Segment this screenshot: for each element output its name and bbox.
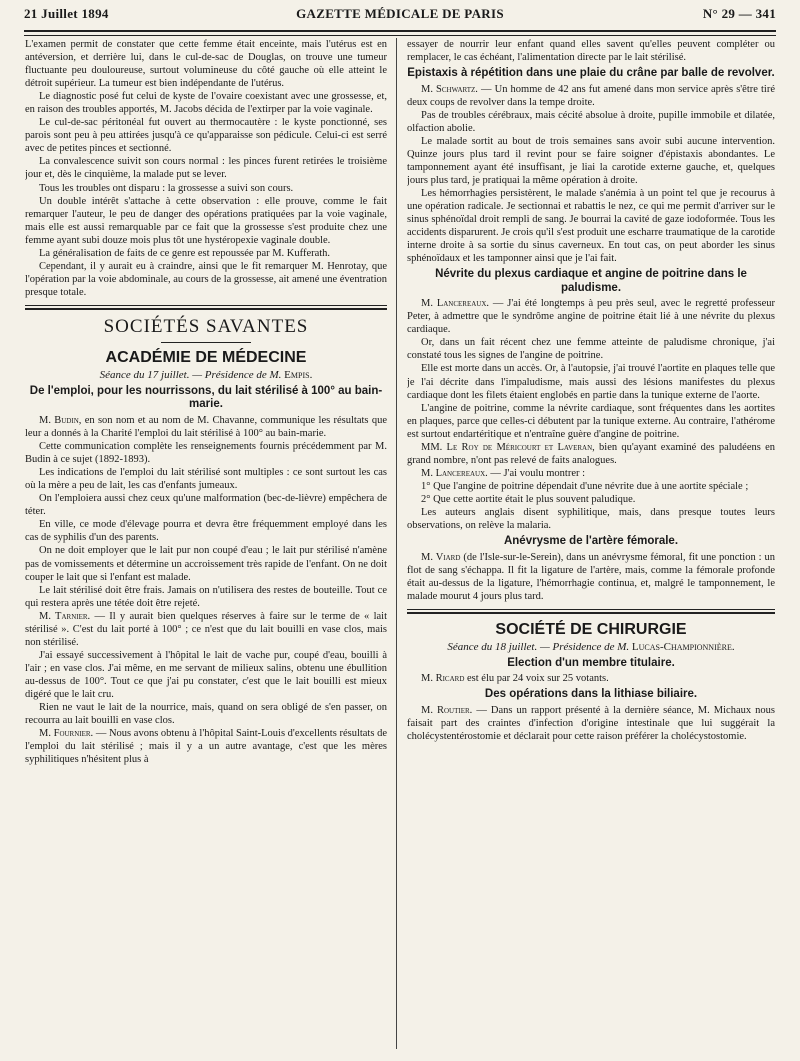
paragraph: La généralisation de faits de ce genre est repoussée par M. Kufferath.: [39, 247, 331, 259]
paragraph: Pas de troubles cérébraux, mais cécité absolue à droite, pupille immobile et dilatée, olfaction abolie.: [407, 109, 775, 134]
paragraph: Cependant, il y aurait eu à craindre, ainsi que le fit remarquer M. Henrotay, que l'opération par la voie abdominale, au cours de la grossesse, ait amené une éventration presque totale.: [25, 260, 387, 298]
section-rule: [407, 609, 775, 614]
page-header: [24, 6, 776, 26]
paragraph: Cette communication complète les renseignements fournis précédemment par M. Budin à ce sujet (1892-1893).: [25, 441, 387, 466]
paragraph: MM. Le Roy de Méricourt et Laveran, bien qu'ayant examiné des paludéens en grand nombre, n'ont pas relevé de faits analogues.: [407, 441, 775, 466]
article-title: Epistaxis à répétition dans une plaie du crâne par balle de revolver.: [407, 67, 775, 80]
paragraph: La convalescence suivit son cours normal : les pinces furent retirées le troisième jour et, dès le cinquième, la malade put se lever.: [25, 156, 387, 181]
paragraph: Un double intérêt s'attache à cette observation : elle prouve, comme le fait remarquer l'auteur, le peu de danger des opérations pratiquées par la voie vaginale, mais elle est aussi remarquable par ce fait que la grossesse s'est produite chez une femme ayant subi douze mois plus tôt une hystéropexie vaginale double.: [25, 195, 387, 246]
right-column: [407, 38, 775, 1053]
paragraph: essayer de nourrir leur enfant quand elles savent qu'elles peuvent compléter ou remplacer, le cas échéant, l'alimentation directe par le lait stérilisé.: [407, 39, 775, 64]
speaker-name: M. Viard: [421, 551, 461, 563]
paragraph: J'ai essayé successivement à l'hôpital le lait de vache pur, coupé d'eau, bouilli à l'air ; en vase clos. J'ai même, en me servant de milieux salins, obtenu une ébullition au-dessus de 100°. Tout ce que j'ai pu constater, c'est que le lait bouilli est mieux digéré que le lait cru.: [25, 649, 387, 700]
paragraph: Elle est morte dans un accès. Or, à l'autopsie, j'ai trouvé l'aortite en plaques telle que je l'ai décrite dans l'impaludisme, mais aussi des lésions manifestes du plexus cardiaque dont les filets étaient englobés en partie dans la tunique externe de l'aorte.: [407, 363, 775, 401]
speaker-name: M. Routier.: [421, 704, 473, 716]
header-journal-title: GAZETTE MÉDICALE DE PARIS: [296, 6, 504, 21]
paragraph: M. Schwartz. — Un homme de 42 ans fut amené dans mon service après s'être tiré deux coups de revolver dans la tempe droite.: [407, 83, 775, 108]
seance-text: Séance du 17 juillet. — Présidence de M.: [99, 368, 282, 381]
paragraph: Le lait stérilisé doit être frais. Jamais on n'utilisera des restes de bouteille. Tout ce qui restera après une tétée doit être rejeté.: [25, 584, 387, 609]
paragraph: Or, dans un fait récent chez une femme atteinte de paludisme chronique, j'ai constaté tous les signes de l'angine de poitrine.: [407, 337, 775, 362]
seance-line: [25, 369, 387, 382]
article-title: De l'emploi, pour les nourrissons, du lait stérilisé à 100° au bain-marie.: [29, 384, 383, 411]
speaker-name: M. Lancereaux.: [421, 298, 490, 310]
speaker-name: MM. Le Roy de Méricourt et Laveran,: [421, 441, 595, 453]
paragraph: Les hémorrhagies persistèrent, le malade s'anémia à un point tel que je recourus à une opération radicale. Je sectionnai et rabattis le nez, ce qui me permit d'arriver sur le sinus sphénoïdal droit rempli de sang. Je bourrai la cavité de gaze iodoformée. Tous les accidents disparurent. Je crois qu'il s'est produit une escharre traumatique de la carotide interne droite à sa sortie du sinus caverneux. En tout cas, on peut aborder les sinus sphénoïdaux et les tamponner ainsi que je l'ai fait.: [407, 187, 775, 265]
paragraph: Les auteurs anglais disent syphilitique, mais, dans presque toutes leurs observations, on relève la malaria.: [407, 507, 775, 532]
left-column: [25, 38, 387, 1053]
paragraph: M. Lancereaux. — J'ai été longtemps à peu près seul, avec le regretté professeur Peter, à admettre que le syndrôme angine de poitrine était lié à une névrite du plexus cardiaque.: [407, 298, 775, 336]
paragraph: M. Viard (de l'Isle-sur-le-Serein), dans un anévrysme fémoral, fit une ponction : un flot de sang s'échappa. Il fit la ligature de l'artère, mais, comme la fémorale profonde était au-dessus de la ligature, l'hémorrhagie continua, et, malgré le tamponnement, le malade mourut 4 jours plus tard.: [407, 551, 775, 602]
paragraph: M. Routier. — Dans un rapport présenté à la dernière séance, M. Michaux nous faisait part des craintes d'infection d'origine intestinale que lui suggérait la cholécystentérostomie et déclarait pour cette raison préférer la cholécystostomie.: [407, 704, 775, 742]
column-divider: [396, 38, 397, 1049]
seance-president: Empis.: [284, 368, 313, 381]
article-title: Des opérations dans la lithiase biliaire.: [484, 688, 698, 701]
seance-president: Lucas-Championnière.: [631, 640, 735, 653]
header-page-number: N° 29 — 341: [702, 6, 776, 21]
seance-text: Séance du 18 juillet. — Présidence de M.: [447, 640, 630, 653]
paragraph: M. Fournier. — Nous avons obtenu à l'hôpital Saint-Louis d'excellents résultats de l'emploi du lait stérilisé ; mais il y a un autre avantage, c'est que les mères syphilitiques n'hésitent plus à: [25, 728, 387, 766]
list-item: 2° Que cette aortite était le plus souvent paludique.: [421, 493, 636, 505]
header-rule: [24, 30, 776, 36]
list-item: 1° Que l'angine de poitrine dépendait d'une névrite due à une aortite spéciale ;: [421, 480, 749, 492]
paragraph: Le cul-de-sac péritonéal fut ouvert au thermocautère : le kyste ponctionné, ses parois sont peu à peu attirées jusqu'à ce qu'apparaisse son pédicule. Celui-ci est serré avec de petites pinces et sectionné.: [25, 117, 387, 155]
paragraph: Tous les troubles ont disparu : la grossesse a suivi son cours.: [39, 182, 294, 194]
paragraph: On l'emploiera aussi chez ceux qu'une malformation (bec-de-lièvre) empêchera de téter.: [25, 493, 387, 518]
paragraph: En ville, ce mode d'élevage pourra et devra être fréquemment employé dans les cas de syphilis d'un des parents.: [25, 519, 387, 544]
article-title: Anévrysme de l'artère fémorale.: [503, 535, 679, 548]
paragraph: Rien ne vaut le lait de la nourrice, mais, quand on sera obligé de s'en passer, on recourra au lait bouilli en vase clos.: [25, 702, 387, 727]
society-title: SOCIÉTÉ DE CHIRURGIE: [495, 620, 687, 638]
paragraph: M. Lancereaux. — J'ai voulu montrer :: [421, 467, 586, 479]
section-title: SOCIÉTÉS SAVANTES: [103, 315, 309, 337]
paragraph: Les indications de l'emploi du lait stérilisé sont multiples : ce sont surtout les cas où la mère a peu de lait, les cas d'enfants jumeaux.: [25, 467, 387, 492]
speaker-name: M. Fournier.: [39, 728, 94, 740]
short-rule: [161, 342, 251, 343]
paragraph: Le malade sortit au bout de trois semaines sans avoir subi aucune intervention. Quinze jours plus tard il revint pour se faire soigner d'épistaxis abondantes. Le tamponnement ayant été insuffisant, je liai la carotide externe gauche, et, quelques jours plus tard, je pratiquai la même opération à droite.: [407, 135, 775, 186]
speaker-name: M. Budin,: [39, 414, 82, 426]
article-title: Election d'un membre titulaire.: [507, 656, 675, 669]
paragraph: L'examen permit de constater que cette femme était enceinte, mais l'utérus est en antéversion, et derrière lui, dans le cul-de-sac de Douglas, on trouve une tumeur fluctuante peu douloureuse, surtout volumineuse du côté gauche où elle atteint le détroit supérieur. La tumeur est bien indépendante de l'utérus.: [25, 39, 387, 90]
paragraph: M. Tarnier. — Il y aurait bien quelques réserves à faire sur le terme de « lait stérilisé ». C'est du lait porté à 100° ; ce n'est que du lait bouilli en vase clos, mais non stérilisé.: [25, 610, 387, 648]
speaker-name: M. Ricard: [421, 673, 465, 685]
speaker-name: M. Lancereaux.: [421, 467, 488, 479]
article-title: Névrite du plexus cardiaque et angine de poitrine dans le paludisme.: [435, 268, 747, 294]
paragraph: L'angine de poitrine, comme la névrite cardiaque, sont fréquentes dans les aortites en plaques, parce que celles-ci débutent par la tunique externe. Au contraire, l'athérome est surtout endartéritique et n'entraîne guère d'angine de poitrine.: [407, 402, 775, 440]
speaker-name: M. Schwartz.: [421, 83, 478, 95]
paragraph: On ne doit employer que le lait pur non coupé d'eau ; le lait pur stérilisé n'amène pas de vomissements et détermine un accroissement très rapide de l'enfant. On ne doit couper le lait que si l'enfant est malade.: [25, 545, 387, 583]
paragraph: M. Budin, en son nom et au nom de M. Chavanne, communique les résultats que leur a donnés à la Charité l'emploi du lait stérilisé à 100° au bain-marie.: [25, 414, 387, 440]
society-title: ACADÉMIE DE MÉDECINE: [105, 348, 307, 366]
speaker-name: M. Tarnier.: [39, 610, 91, 622]
section-rule: [25, 305, 387, 310]
paragraph: M. Ricard est élu par 24 voix sur 25 votants.: [421, 673, 609, 685]
paragraph: Le diagnostic posé fut celui de kyste de l'ovaire coexistant avec une grossesse, et, en raison des troubles apportés, M. Jacobs décida de l'extirper par la voie vaginale.: [25, 91, 387, 116]
seance-line: [407, 641, 775, 654]
header-date: 21 Juillet 1894: [24, 6, 109, 21]
